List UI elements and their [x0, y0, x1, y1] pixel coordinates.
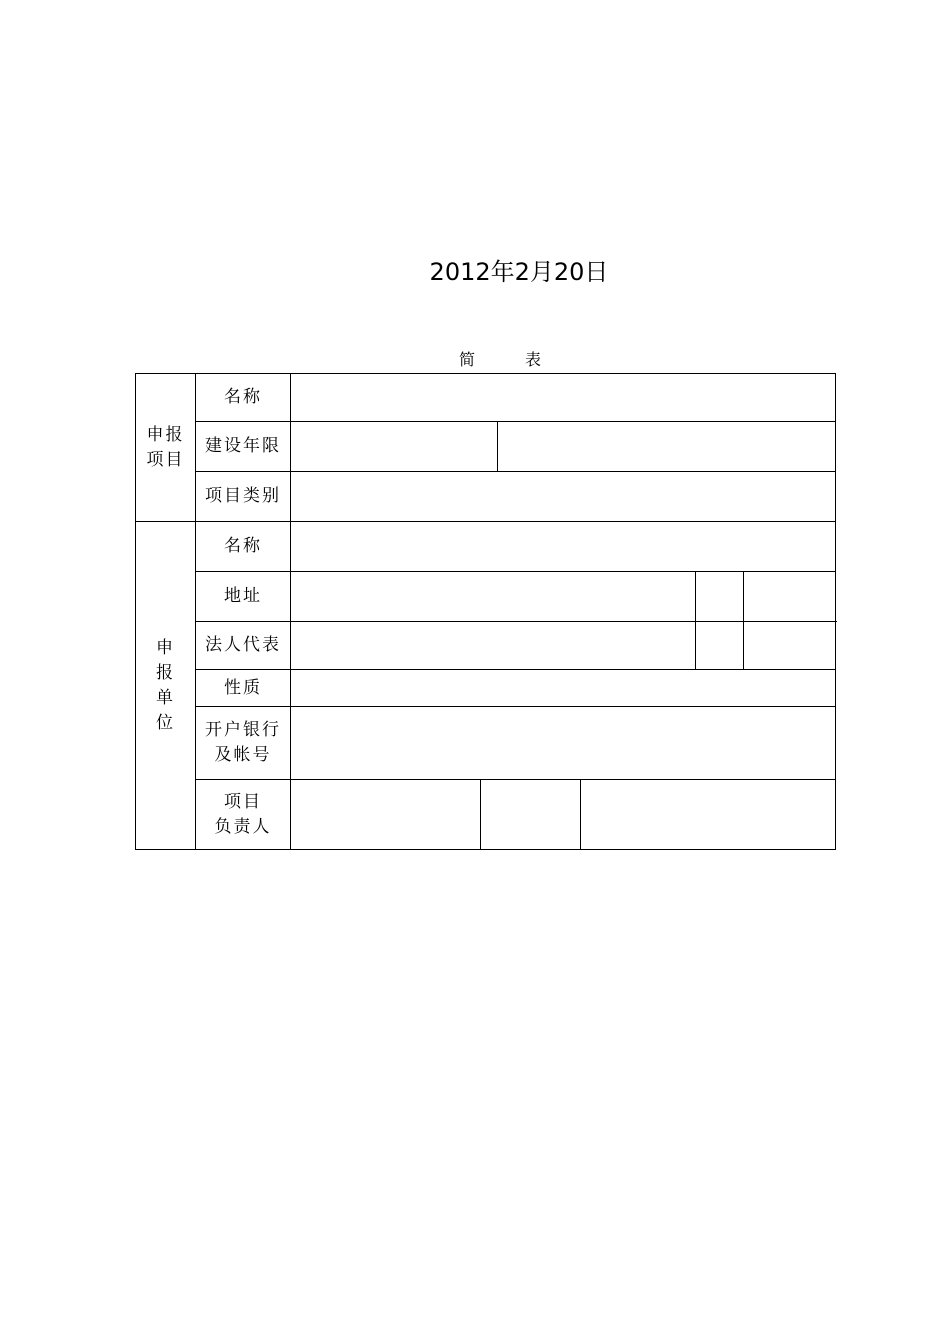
application-summary-table	[135, 373, 836, 850]
unit-address-field[interactable]	[291, 572, 696, 622]
unit-bank-label-line2: 及帐号	[214, 745, 272, 765]
unit-nature-row	[136, 670, 836, 707]
project-category-field[interactable]	[291, 472, 836, 522]
project-group-label-line2: 项目	[146, 449, 185, 470]
unit-group-label	[136, 522, 196, 850]
unit-nature-label: 性质	[196, 670, 291, 707]
unit-bank-label-line1: 开户银行	[205, 720, 281, 740]
unit-legal-rep-extra-field[interactable]	[744, 622, 836, 670]
unit-legal-rep-field[interactable]	[291, 622, 696, 670]
table-caption	[0, 348, 950, 372]
project-duration-field-2[interactable]	[498, 422, 836, 472]
unit-name-row	[136, 522, 836, 572]
project-group-label	[136, 374, 196, 522]
unit-address-label: 地址	[196, 572, 291, 622]
project-leader-field-3[interactable]	[581, 780, 836, 850]
project-leader-label-line2: 负责人	[214, 816, 272, 837]
project-name-label: 名称	[196, 374, 291, 422]
unit-group-label-text: 申报单位	[155, 637, 175, 733]
project-leader-label-line1: 项目	[224, 791, 262, 812]
project-category-label: 项目类别	[196, 472, 291, 522]
table-caption-text: 简表	[458, 350, 591, 369]
project-name-field[interactable]	[291, 374, 836, 422]
unit-bank-row	[136, 707, 836, 780]
report-date-text: 2012年2月20日	[429, 258, 609, 286]
unit-address-extra-label-cell[interactable]	[696, 572, 744, 622]
unit-legal-rep-extra-label-cell[interactable]	[696, 622, 744, 670]
project-duration-row	[136, 422, 836, 472]
project-category-row	[136, 472, 836, 522]
unit-name-label: 名称	[196, 522, 291, 572]
unit-nature-field[interactable]	[291, 670, 836, 707]
project-leader-field-2[interactable]	[481, 780, 581, 850]
unit-legal-rep-row	[136, 622, 836, 670]
project-duration-field-1[interactable]	[291, 422, 498, 472]
unit-bank-field[interactable]	[291, 707, 836, 780]
project-name-row	[136, 374, 836, 422]
project-leader-row	[136, 780, 836, 850]
unit-bank-label	[196, 707, 291, 780]
unit-address-row	[136, 572, 836, 622]
unit-name-field[interactable]	[291, 522, 836, 572]
project-group-label-line1: 申报	[146, 424, 185, 445]
project-leader-label	[196, 780, 291, 850]
project-duration-label: 建设年限	[196, 422, 291, 472]
project-leader-field-1[interactable]	[291, 780, 481, 850]
report-date	[0, 254, 950, 290]
unit-address-extra-field[interactable]	[744, 572, 836, 622]
unit-legal-rep-label: 法人代表	[196, 622, 291, 670]
